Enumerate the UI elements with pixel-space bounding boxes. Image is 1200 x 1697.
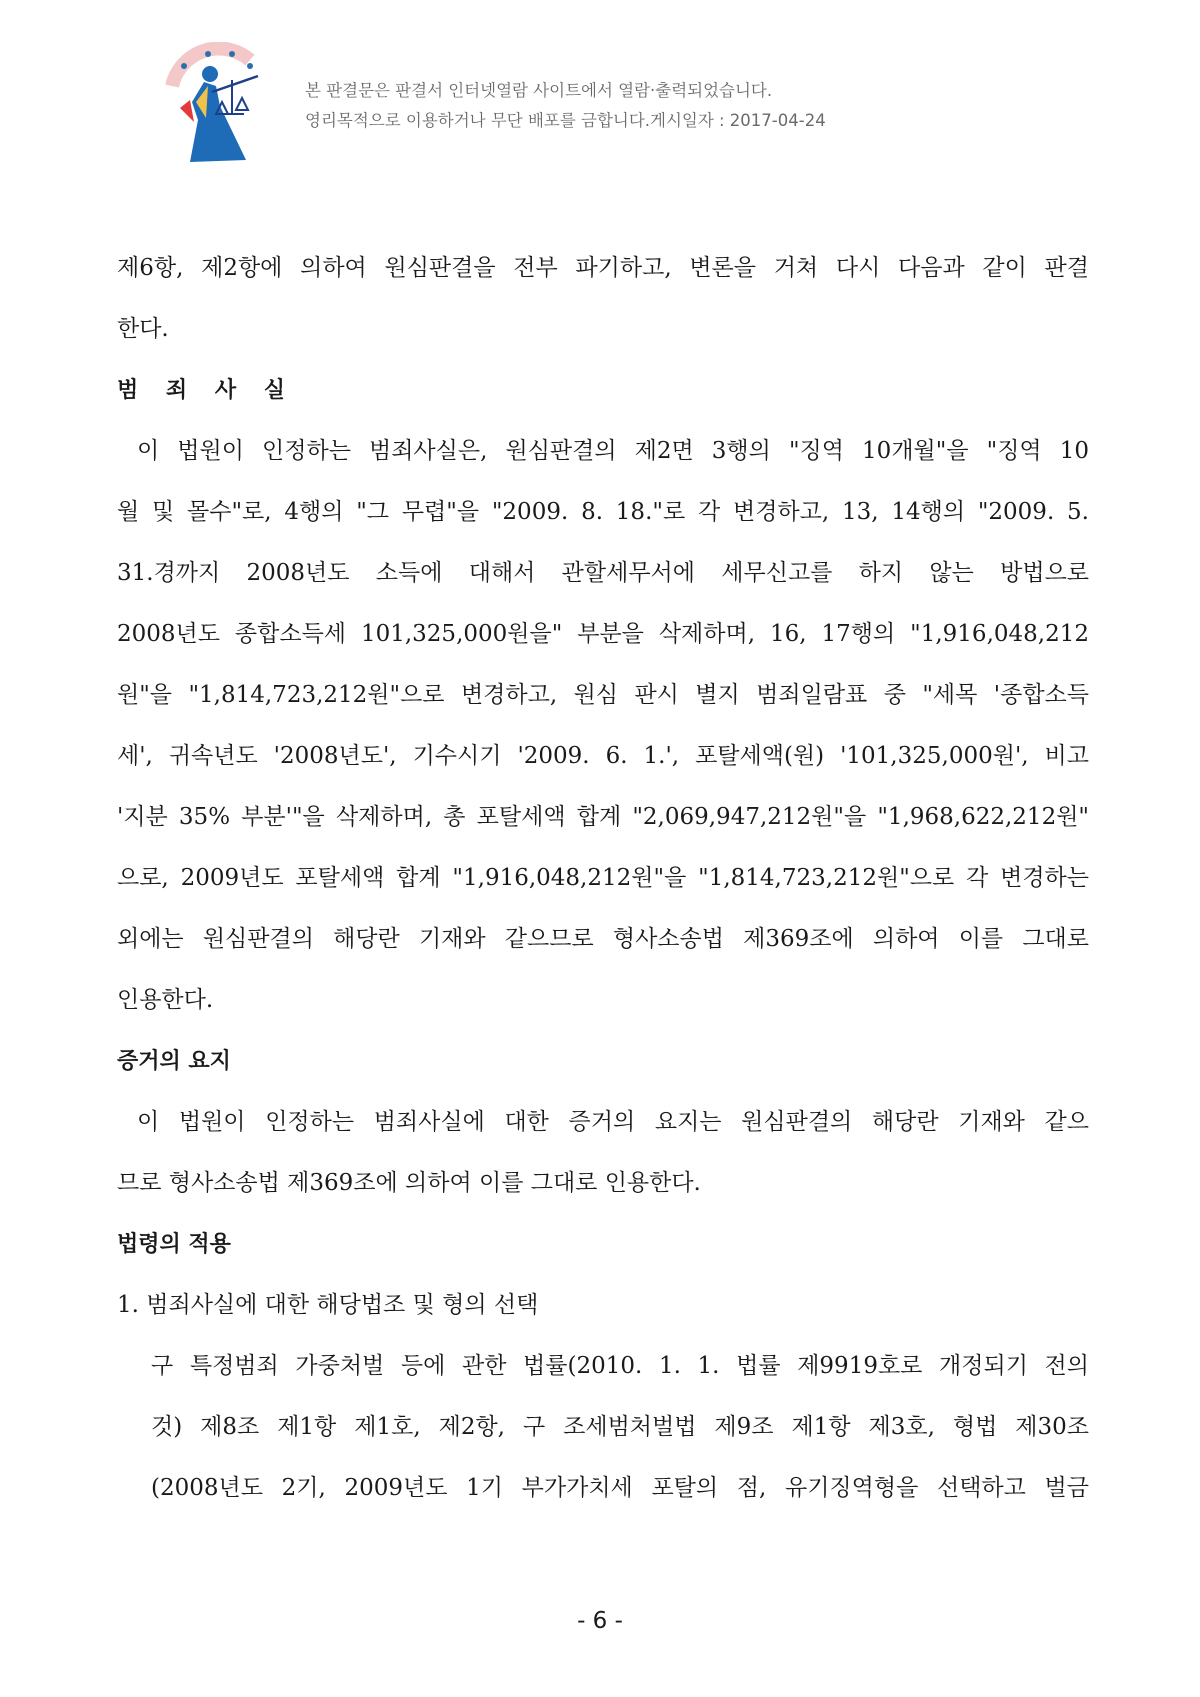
notice-line-2: 영리목적으로 이용하거나 무단 배포를 금합니다.게시일자 : 2017-04-24 xyxy=(305,111,826,130)
page-number: - 6 - xyxy=(577,1608,623,1634)
body-line: 외에는 원심판결의 해당란 기재와 같으므로 형사소송법 제369조에 의하여 이를 그대로 xyxy=(117,926,1089,952)
body-line: 31.경까지 2008년도 소득에 대해서 관할세무서에 세무신고를 하지 않는 방법으로 xyxy=(117,560,1089,586)
body-line: 세', 귀속년도 '2008년도', 기수시기 '2009. 6. 1.', 포탈세액(원) '101,325,000원', 비고 xyxy=(117,743,1089,769)
body-line: 으로, 2009년도 포탈세액 합계 "1,916,048,212원"을 "1,814,723,212원"으로 각 변경하는 xyxy=(117,865,1089,891)
heading-criminal-facts: 범 죄 사 실 xyxy=(117,378,295,403)
body-line: 월 및 몰수"로, 4행의 "그 무렵"을 "2009. 8. 18."로 각 변경하고, 13, 14행의 "2009. 5. xyxy=(117,499,1089,525)
body-line: 제6항, 제2항에 의하여 원심판결을 전부 파기하고, 변론을 거쳐 다시 다음과 같이 판결 xyxy=(117,255,1089,281)
notice-line-1: 본 판결문은 판결서 인터넷열람 사이트에서 열람·출력되었습니다. xyxy=(305,81,773,100)
heading-evidence: 증거의 요지 xyxy=(117,1049,231,1074)
court-logo xyxy=(150,42,280,172)
body-line: 것) 제8조 제1항 제1호, 제2항, 구 조세범처벌법 제9조 제1항 제3호, 형법 제30조 xyxy=(151,1414,1089,1440)
viewing-notice xyxy=(305,76,826,136)
heading-applicable-law: 법령의 적용 xyxy=(117,1232,231,1257)
lady-justice-icon xyxy=(150,42,280,172)
body-line: (2008년도 2기, 2009년도 1기 부가가치세 포탈의 점, 유기징역형을 선택하고 벌금 xyxy=(151,1475,1089,1501)
body-line: 원"을 "1,814,723,212원"으로 변경하고, 원심 판시 별지 범죄일람표 중 "세목 '종합소득 xyxy=(117,682,1089,708)
body-line: 한다. xyxy=(117,316,169,342)
body-line: 이 법원이 인정하는 범죄사실은, 원심판결의 제2면 3행의 "징역 10개월"을 "징역 10 xyxy=(137,438,1089,464)
page-header xyxy=(150,42,1100,172)
body-line: 이 법원이 인정하는 범죄사실에 대한 증거의 요지는 원심판결의 해당란 기재와 같으 xyxy=(137,1109,1089,1135)
body-line: '지분 35% 부분'"을 삭제하며, 총 포탈세액 합계 "2,069,947,212원"을 "1,968,622,212원" xyxy=(117,804,1089,830)
list-item: 1. 범죄사실에 대한 해당법조 및 형의 선택 xyxy=(117,1292,539,1318)
body-line: 므로 형사소송법 제369조에 의하여 이를 그대로 인용한다. xyxy=(117,1170,701,1196)
body-line: 구 특정범죄 가중처벌 등에 관한 법률(2010. 1. 1. 법률 제9919호로 개정되기 전의 xyxy=(151,1353,1089,1379)
judgment-body xyxy=(117,238,1089,1519)
body-line: 2008년도 종합소득세 101,325,000원을" 부분을 삭제하며, 16, 17행의 "1,916,048,212 xyxy=(117,621,1089,647)
body-line: 인용한다. xyxy=(117,987,214,1013)
